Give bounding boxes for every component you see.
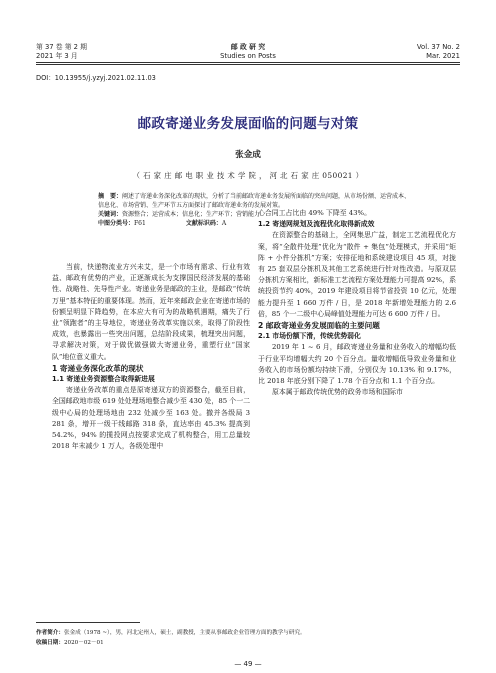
header-rule-thin <box>36 64 460 65</box>
keywords-text: 资源整合；运营成本；信息化；生产环节；营销能力 <box>122 211 261 218</box>
received-date-label: 收稿日期： <box>36 640 64 646</box>
section-1-2-heading: 1.2 寄递网规划及流程优化取得新成效 <box>258 220 375 229</box>
footnote-block <box>36 628 460 648</box>
left-column <box>52 262 250 452</box>
doi: DOI：10.13955/j.yzyj.2021.02.11.03 <box>36 74 156 82</box>
section-1-heading: 1 寄递业务深化改革的现状 <box>52 363 144 373</box>
author-bio-line <box>36 628 460 638</box>
affiliation: （ 石 家 庄 邮 电 职 业 技 术 学 院 ， 河 北 石 家 庄 050021 ） <box>132 171 364 180</box>
header-journal-en: Studies on Posts <box>220 52 276 60</box>
author-name: 张金成 <box>235 150 261 160</box>
footnote-rule <box>36 622 140 623</box>
section-2-1-paragraph: 2019 年 1 ~ 6 月，邮政寄递业务量和业务收入的增幅均低于行业平均增幅大约 20 个百分点。量收增幅低导致业务量和业务收入的市场份额均持续下滑，分别仅为 10.13% 和 9.17%，比 2018 年底分别下降了 1.78 个百分点和 1.1 个百分点。 <box>258 343 456 386</box>
header-date-en: Mar. 2021 <box>426 52 460 60</box>
intro-paragraph: 当前，快递物流业方兴未艾，是一个市场有需求、行业有效益、邮政有优势的产业，正逐渐成长为支撑国民经济发展的基础性、战略性、先导性产业。寄递业务是邮政的主业，是邮政“传统万里”基本特征的重要体现。然而，近年来邮政企业在寄递市场的份额呈明显下降趋势，在本应大有可为的战略机遇期，痛失了行业“领跑者”的主导地位，寄递业务改革实施以来，取得了阶段性成效，也暴露出一些突出问题，总结阶段成果，梳理突出问题，寻求解决对策，对于做优做强做大寄递业务，重塑行业“国家队”地位意义重大。 <box>52 263 250 361</box>
right-column <box>258 208 456 398</box>
header-volume-en: Vol. 37 No. 2 <box>416 43 460 51</box>
section-1-2-paragraph: 在资源整合的基础上，全网集思广益，制定工艺流程优化方案，将“全散件处理”优化为“散件 + 集包”处理模式，并采用“矩阵 + 小件分拣机”方案；安排征地和系统建设项目 45 项，对拢有 25 套双层分拣机及其他工艺系统进行针对性改造。与原双层分拣机方案相比，新标准工艺流程方案处理能力可提高 92%，系统投资节约 40%，2019 年建设项目将节省投资 10 亿元，处理能力提升至 1 660 万件 / 日，是 2018 年新增处理能力的 2.6 倍，85 个一二级中心局峰值处理能力可达 6 600 万件 / 日。 <box>258 231 456 318</box>
abstract-text: 阐述了寄递业务深化改革的现状，分析了当前邮政寄递业务发展所面临的突出问题，从市场份额、运营成本、信息化、市场营销、生产环节五方面探讨了邮政寄递业务的发展对策。 <box>98 193 411 209</box>
clc-value: F61 <box>134 220 146 227</box>
doc-code-value: A <box>221 220 227 227</box>
received-date-text: 2020－02－01 <box>63 640 104 646</box>
received-date-line <box>36 638 460 648</box>
keywords-label: 关键词： <box>98 211 123 218</box>
article-title: 邮政寄递业务发展面临的问题与对策 <box>137 116 359 132</box>
page-number: — 49 — <box>234 660 262 668</box>
continued-paragraph: 心合同工占比由 49% 下降至 43%。 <box>258 209 371 217</box>
header-date-zh: 2021 年 3 月 <box>36 52 78 60</box>
header-journal-zh: 邮 政 研 究 <box>230 43 266 51</box>
section-2-1-heading: 2.1 市场份额下滑，传统优势弱化 <box>258 332 361 341</box>
author-bio-label: 作者简介： <box>36 630 64 636</box>
abstract-label: 摘 要： <box>98 193 123 200</box>
header-rule <box>36 62 460 63</box>
section-1-1-heading: 1.1 寄递业务资源整合取得新进展 <box>52 375 155 384</box>
author-bio-text: 张金成（1978 ~），男，河北定州人，硕士，副教授，主要从事邮政企业管理方面的教学与研究。 <box>63 630 306 636</box>
doc-code-label: 文献标识码： <box>185 220 222 227</box>
section-1-1-paragraph: 寄递业务改革的重点是原寄递双方的资源整合，截至目前，全国邮政地市级 619 处处理场地整合减少至 430 处，85 个一二级中心局的处理场地由 232 处减少至 163 处。撤并各级局 3 281 条，增开一级干线邮路 318 条，直达率由 45.3% 提高到 54.2%，94% 的揽投网点按要求完成了机构整合，用工总量较 2018 年末减少 1 万人，各级处理中 <box>52 386 250 451</box>
section-2-heading: 2 邮政寄递业务发展面临的主要问题 <box>258 321 380 331</box>
clc-label: 中图分类号： <box>98 220 135 227</box>
section-2-1-paragraph-2: 原本属于邮政传统优势的政务市场和国际市 <box>272 388 403 397</box>
header-volume-zh: 第 37 卷 第 2 期 <box>36 43 87 51</box>
